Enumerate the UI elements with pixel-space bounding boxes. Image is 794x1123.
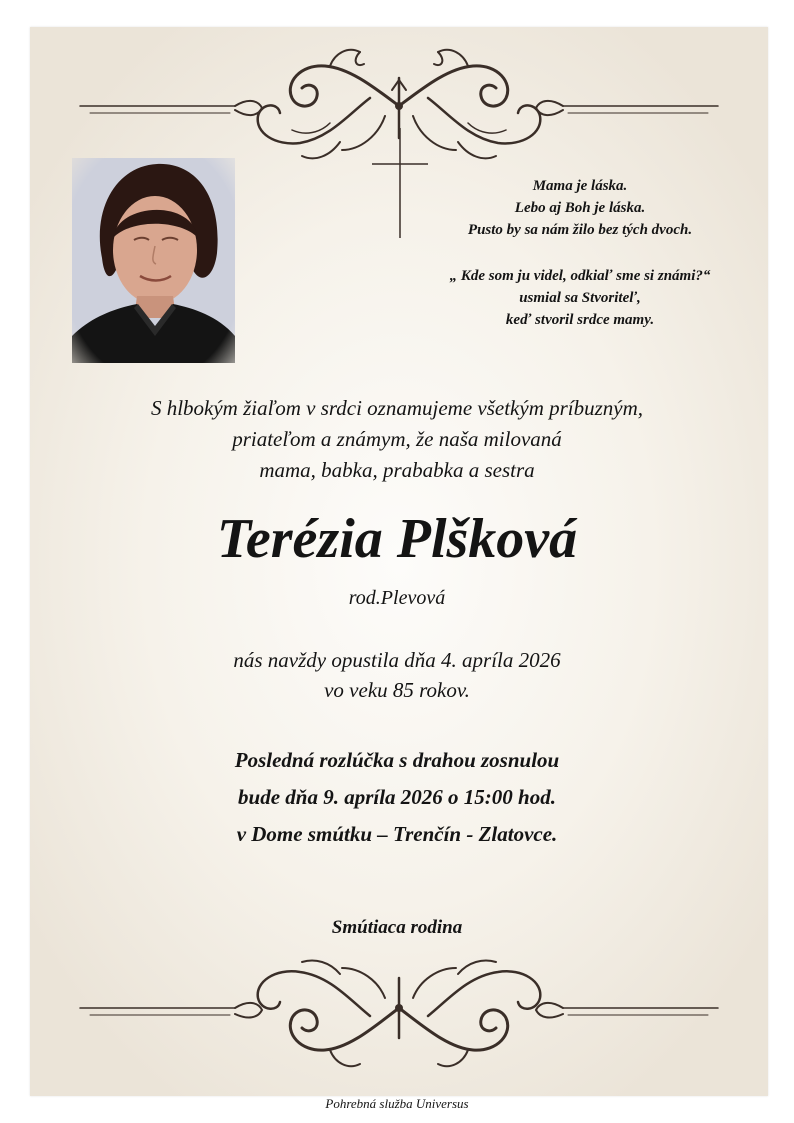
death-line: vo veku 85 rokov. xyxy=(324,678,470,702)
verse-stanza-1 xyxy=(405,175,755,241)
verse-line: keď stvoril srdce mamy. xyxy=(505,312,655,328)
portrait-photo xyxy=(72,158,235,363)
deceased-name: Terézia Plšková xyxy=(216,508,578,570)
farewell-line: Posledná rozlúčka s drahou zosnulou xyxy=(234,748,560,772)
death-line: nás navždy opustila dňa 4. apríla 2026 xyxy=(233,648,561,672)
footer-funeral-service: Pohrebná služba Universus xyxy=(325,1096,469,1111)
farewell-info xyxy=(0,742,794,853)
farewell-line: bude dňa 9. apríla 2026 o 15:00 hod. xyxy=(238,785,556,809)
intro-line: mama, babka, prababka a sestra xyxy=(259,458,535,482)
farewell-line: v Dome smútku – Trenčín - Zlatovce. xyxy=(236,822,558,846)
verse-stanza-2 xyxy=(405,265,755,331)
death-info xyxy=(0,645,794,705)
bottom-flourish-ornament-icon xyxy=(30,958,768,1108)
verse-line: usmial sa Stvoriteľ, xyxy=(519,290,641,306)
verse-line: Pusto by sa nám žilo bez tých dvoch. xyxy=(467,222,693,238)
verse-line: Lebo aj Boh je láska. xyxy=(514,200,646,216)
intro-line: priateľom a známym, že naša milovaná xyxy=(232,427,562,451)
verse-line: Mama je láska. xyxy=(532,178,628,194)
signature: Smútiaca rodina xyxy=(331,917,463,938)
announcement-intro xyxy=(0,393,794,486)
intro-line: S hlbokým žiaľom v srdci oznamujeme všetkým príbuzným, xyxy=(150,396,644,420)
verse-line: „ Kde som ju videl, odkiaľ sme si známi?“ xyxy=(449,268,711,284)
maiden-name: rod.Plevová xyxy=(348,587,446,609)
